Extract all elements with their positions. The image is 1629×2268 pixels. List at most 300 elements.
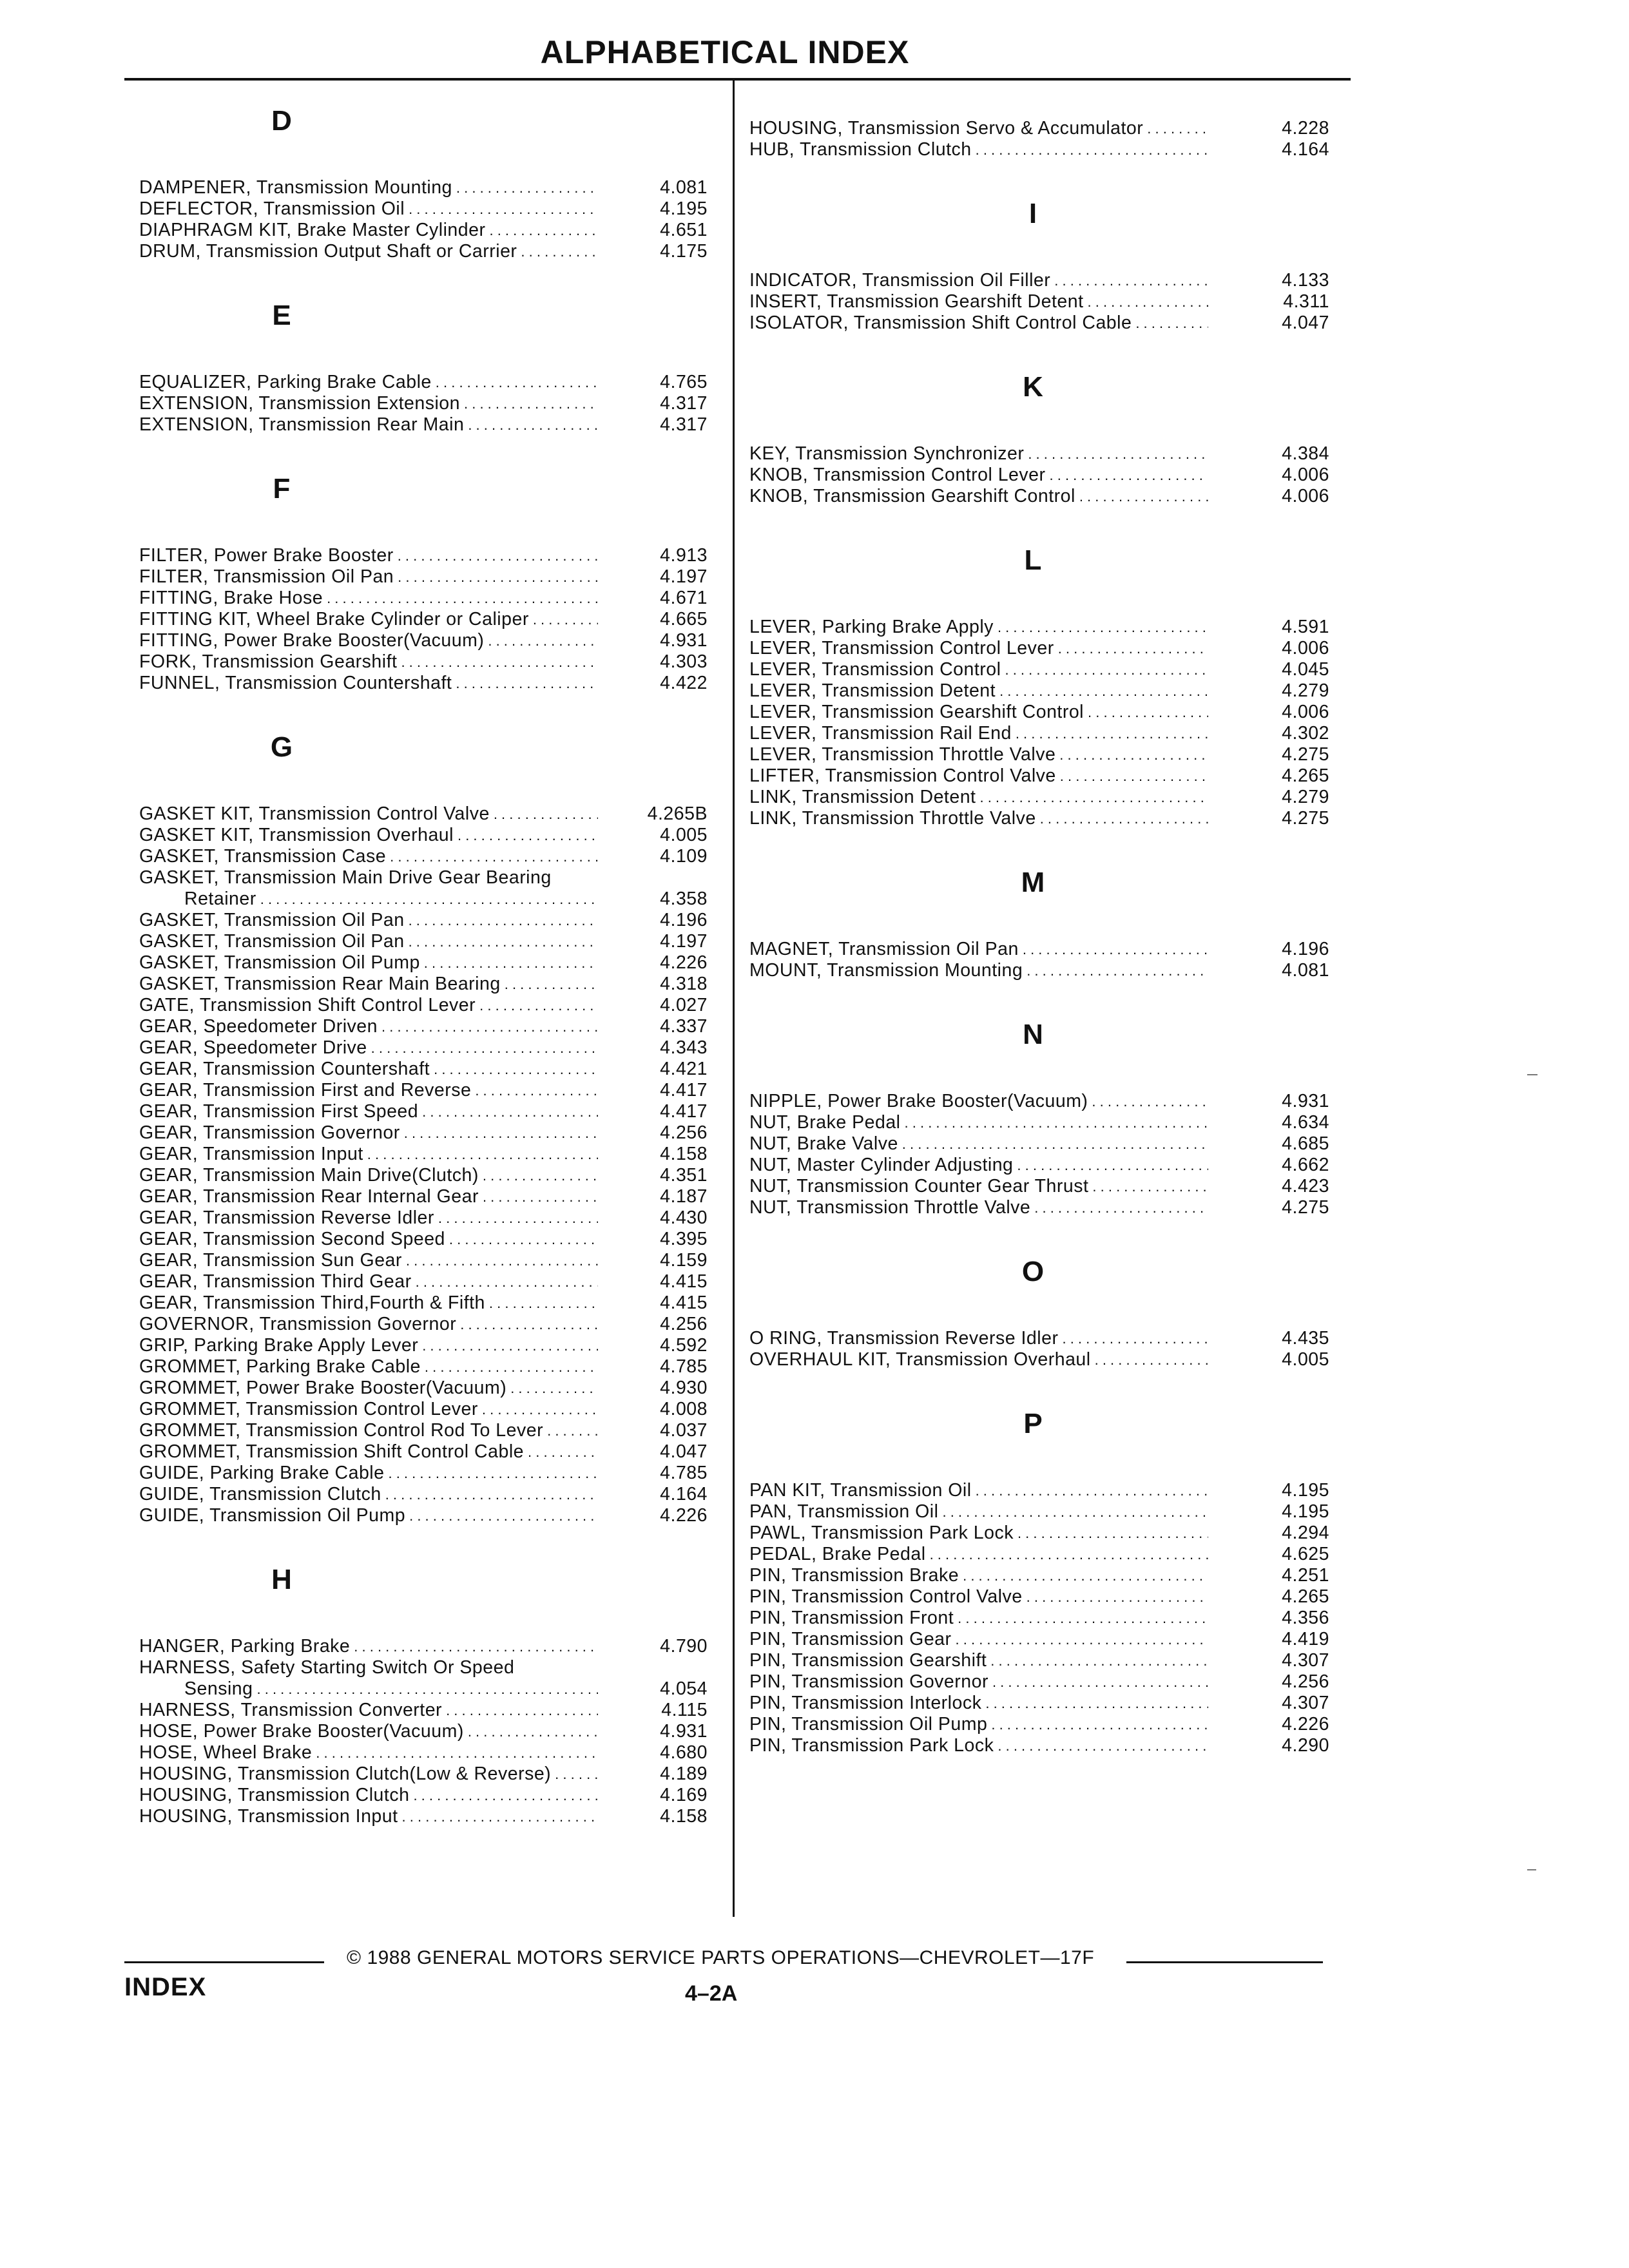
entry-name: HARNESS, Safety Starting Switch Or Speed [139,1657,515,1678]
entry-page-number: 4.337 [660,1016,708,1037]
dot-leader [529,609,598,630]
entry-name: GEAR, Transmission Reverse Idler [139,1207,434,1228]
entry-name: GASKET, Transmission Case [139,846,387,867]
entry-name: PIN, Transmission Brake [749,1565,959,1586]
dot-leader [987,1714,1208,1735]
entry-name: LEVER, Transmission Control Lever [749,638,1054,658]
index-entry [139,1505,719,1526]
entry-name: LEVER, Transmission Gearshift Control [749,702,1084,722]
index-entry [749,1608,1342,1629]
entry-page-number: 4.226 [660,1505,708,1526]
entry-name: NUT, Brake Valve [749,1133,898,1154]
index-entry [139,566,719,588]
entry-page-number: 4.423 [1282,1176,1329,1196]
entry-name: HOUSING, Transmission Input [139,1806,398,1827]
dot-leader [464,414,598,436]
entry-name: PIN, Transmission Oil Pump [749,1714,988,1735]
dot-leader [405,198,598,220]
index-entry [749,744,1342,765]
entry-page-number: 4.317 [660,393,708,414]
index-entry [139,1037,719,1059]
entry-page-number: 4.358 [660,889,708,909]
entry-name: GOVERNOR, Transmission Governor [139,1314,457,1334]
index-entry [139,1335,719,1356]
entry-name: O RING, Transmission Reverse Idler [749,1328,1059,1349]
entry-name: GASKET, Transmission Oil Pan [139,910,405,930]
entry-page-number: 4.435 [1282,1328,1329,1349]
index-section [139,466,719,707]
index-entry [139,588,719,609]
entry-list [749,270,1342,334]
section-letter: D [271,105,292,137]
entry-name: GASKET, Transmission Main Drive Gear Bearing [139,867,552,888]
dot-leader [256,889,598,910]
entry-page-number: 4.187 [660,1186,708,1207]
entry-list [749,118,1342,160]
entry-page-number: 4.930 [660,1378,708,1398]
index-entry [139,1016,719,1037]
entry-page-number: 4.931 [660,1721,708,1742]
entry-page-number: 4.109 [660,846,708,867]
entry-page-number: 4.265B [647,803,708,824]
index-entry [749,1328,1342,1349]
index-entry [139,177,719,198]
dot-leader [1143,118,1208,139]
entry-page-number: 4.790 [660,1636,708,1657]
entry-page-number: 4.592 [660,1335,708,1356]
page-title: ALPHABETICAL INDEX [540,34,910,70]
dot-leader [412,1271,598,1293]
index-entry [139,673,719,694]
index-entry [749,312,1342,334]
entry-name: DAMPENER, Transmission Mounting [139,177,452,198]
entry-page-number: 4.415 [660,1271,708,1292]
entry-page-number: 4.665 [660,609,708,629]
footer-rule-left [124,1961,324,1963]
entry-page-number: 4.685 [1282,1133,1329,1154]
entry-name: GEAR, Transmission Input [139,1144,363,1164]
index-entry [749,1176,1342,1197]
dot-leader [1023,1586,1208,1608]
dot-leader [506,1378,598,1399]
section-letter: E [272,300,291,331]
section-letter: K [1023,371,1043,403]
entry-page-number: 4.913 [660,545,708,566]
entry-name: DIAPHRAGM KIT, Brake Master Cylinder [139,220,486,240]
dot-leader [418,1335,598,1356]
entry-name: GASKET, Transmission Rear Main Bearing [139,974,501,994]
entry-page-number: 4.671 [660,588,708,608]
index-entry [139,803,719,825]
index-entry [749,1565,1342,1586]
entry-name: PIN, Transmission Gear [749,1629,952,1649]
entry-list [749,1091,1342,1218]
entry-page-number: 4.931 [1282,1091,1329,1111]
index-entry [139,1763,719,1785]
section-label: INDEX [124,1973,207,2001]
dot-leader [476,995,598,1016]
index-entry [139,1080,719,1101]
index-section [139,293,719,448]
entry-name: LEVER, Transmission Detent [749,680,996,701]
entry-page-number: 4.195 [1282,1501,1329,1522]
index-section [749,860,1342,994]
entry-name: NUT, Transmission Throttle Valve [749,1197,1031,1218]
entry-list [749,1328,1342,1370]
index-entry [139,609,719,630]
entry-name: GEAR, Speedometer Driven [139,1016,378,1037]
entry-name: GEAR, Transmission First Speed [139,1101,419,1122]
index-entry [139,1785,719,1806]
section-letter: M [1021,867,1045,898]
entry-name: LEVER, Parking Brake Apply [749,617,994,637]
dot-leader [409,1785,598,1806]
scan-speck [1527,1074,1537,1075]
index-entry [139,393,719,414]
dot-leader [952,1629,1208,1650]
entry-page-number: 4.027 [660,995,708,1015]
entry-page-number: 4.419 [1282,1629,1329,1649]
dot-leader [938,1501,1208,1523]
entry-page-number: 4.294 [1282,1523,1329,1543]
index-entry [749,1501,1342,1523]
entry-name: KEY, Transmission Synchronizer [749,443,1025,464]
entry-page-number: 4.931 [660,630,708,651]
scan-speck [1527,1869,1536,1870]
entry-name: MAGNET, Transmission Oil Pan [749,939,1019,959]
entry-name: NUT, Transmission Counter Gear Thrust [749,1176,1089,1196]
dot-leader [1075,486,1208,507]
copyright-line: © 1988 GENERAL MOTORS SERVICE PARTS OPERATIONS—CHEVROLET—17F [347,1947,1095,1968]
dot-leader [1014,1523,1208,1544]
dot-leader [312,1742,598,1763]
index-entry [139,1229,719,1250]
entry-name: GEAR, Transmission Main Drive(Clutch) [139,1165,479,1186]
dot-leader [1001,659,1208,680]
index-entry [139,1207,719,1229]
entry-name: GROMMET, Transmission Shift Control Cable [139,1441,524,1462]
entry-page-number: 4.625 [1282,1544,1329,1564]
entry-name: LEVER, Transmission Throttle Valve [749,744,1056,765]
index-entry [749,1714,1342,1735]
dot-leader [996,680,1208,702]
index-entry [749,808,1342,829]
index-entry [749,659,1342,680]
dot-leader [926,1544,1208,1565]
entry-name: DEFLECTOR, Transmission Oil [139,198,405,219]
entry-name: PIN, Transmission Governor [749,1671,988,1692]
entry-name: GASKET, Transmission Oil Pan [139,931,405,952]
dot-leader [323,588,598,609]
index-entry [139,198,719,220]
page-number: 4–2A [685,1981,738,2006]
dot-leader [981,1693,1208,1714]
dot-leader [394,545,598,566]
entry-name: ISOLATOR, Transmission Shift Control Cable [749,312,1132,333]
dot-leader [1091,1349,1208,1370]
index-entry [139,220,719,241]
dot-leader [363,1144,598,1165]
entry-list [139,545,719,694]
entry-name: GUIDE, Transmission Clutch [139,1484,381,1504]
dot-leader [972,139,1208,160]
entry-name: NUT, Master Cylinder Adjusting [749,1155,1014,1175]
index-entry [139,974,719,995]
entry-name-continued: Retainer [184,889,256,909]
section-letter: H [271,1564,292,1595]
entry-name: INSERT, Transmission Gearshift Detent [749,291,1084,312]
index-entry [749,1586,1342,1608]
index-entry [749,1544,1342,1565]
entry-name: GEAR, Speedometer Drive [139,1037,367,1058]
entry-list [139,803,719,1526]
entry-page-number: 4.006 [1282,702,1329,722]
entry-page-number: 4.680 [660,1742,708,1763]
entry-list [749,443,1342,507]
entry-page-number: 4.158 [660,1806,708,1827]
entry-name: LINK, Transmission Detent [749,787,976,807]
index-entry [749,139,1342,160]
index-entry [139,1101,719,1122]
dot-leader [1088,1176,1208,1197]
entry-page-number: 4.275 [1282,808,1329,829]
dot-leader [432,372,598,393]
index-entry [749,939,1342,960]
index-entry [139,1463,719,1484]
entry-name: GATE, Transmission Shift Control Lever [139,995,476,1015]
entry-page-number: 4.196 [660,910,708,930]
entry-page-number: 4.133 [1282,270,1329,291]
entry-name: GASKET KIT, Transmission Overhaul [139,825,454,845]
index-entry [139,372,719,393]
index-entry [139,1721,719,1742]
dot-leader [397,651,598,673]
entry-name: HOSE, Wheel Brake [139,1742,313,1763]
entry-page-number: 4.005 [660,825,708,845]
entry-page-number: 4.765 [660,372,708,392]
entry-name: EQUALIZER, Parking Brake Cable [139,372,432,392]
index-entry [139,1657,719,1700]
dot-leader [460,393,598,414]
entry-page-number: 4.275 [1282,1197,1329,1218]
entry-name: FITTING, Brake Hose [139,588,323,608]
dot-leader [1023,960,1208,981]
index-section [749,365,1342,520]
entry-page-number: 4.047 [660,1441,708,1462]
section-letter: O [1021,1256,1045,1287]
entry-page-number: 4.256 [660,1314,708,1334]
dot-leader [452,177,598,198]
index-entry [749,787,1342,808]
entry-name: GEAR, Transmission Third,Fourth & Fifth [139,1293,485,1313]
index-entry [749,1629,1342,1650]
dot-leader [901,1112,1208,1133]
entry-page-number: 4.006 [1282,486,1329,506]
entry-name: FITTING, Power Brake Booster(Vacuum) [139,630,485,651]
entry-page-number: 4.265 [1282,1586,1329,1607]
entry-page-number: 4.343 [660,1037,708,1058]
index-entry [749,960,1342,981]
entry-page-number: 4.785 [660,1463,708,1483]
index-entry [139,952,719,974]
entry-name: GROMMET, Transmission Control Lever [139,1399,478,1419]
section-letter: L [1024,544,1042,576]
dot-leader [954,1608,1208,1629]
entry-page-number: 4.415 [660,1293,708,1313]
entry-name: HANGER, Parking Brake [139,1636,351,1657]
index-section [139,99,719,275]
entry-name: HARNESS, Transmission Converter [139,1700,443,1720]
index-entry [749,291,1342,312]
entry-page-number: 4.169 [660,1785,708,1805]
entry-page-number: 4.417 [660,1080,708,1100]
index-entry [749,638,1342,659]
dot-leader [445,1229,598,1250]
dot-leader [994,617,1208,638]
entry-page-number: 4.226 [660,952,708,973]
index-entry [139,1250,719,1271]
entry-name: NIPPLE, Power Brake Booster(Vacuum) [749,1091,1088,1111]
entry-name: GROMMET, Power Brake Booster(Vacuum) [139,1378,507,1398]
dot-leader [976,787,1208,808]
section-letter: P [1023,1408,1043,1439]
dot-leader [394,566,598,588]
dot-leader [402,1250,598,1271]
index-section [749,1012,1342,1231]
entry-page-number: 4.422 [660,673,708,693]
index-entry [139,1484,719,1505]
entry-page-number: 4.279 [1282,787,1329,807]
entry-page-number: 4.081 [1282,960,1329,981]
dot-leader [1058,1328,1208,1349]
index-entry [749,1349,1342,1370]
entry-page-number: 4.417 [660,1101,708,1122]
entry-page-number: 4.164 [660,1484,708,1504]
entry-page-number: 4.421 [660,1059,708,1079]
dot-leader [479,1165,598,1186]
section-letter: F [273,473,291,505]
index-entry [749,118,1342,139]
entry-name: PIN, Transmission Control Valve [749,1586,1023,1607]
entry-list [139,177,719,262]
entry-name: GEAR, Transmission Rear Internal Gear [139,1186,479,1207]
entry-list [139,372,719,436]
dot-leader [381,1484,598,1505]
entry-name: OVERHAUL KIT, Transmission Overhaul [749,1349,1091,1370]
index-section [749,191,1342,347]
entry-name: FILTER, Power Brake Booster [139,545,394,566]
index-entry [139,545,719,566]
entry-page-number: 4.228 [1282,118,1329,139]
index-entry [749,1197,1342,1218]
entry-page-number: 4.006 [1282,638,1329,658]
dot-leader [400,1122,598,1144]
entry-page-number: 4.275 [1282,744,1329,765]
index-entry [749,1155,1342,1176]
entry-page-number: 4.303 [660,651,708,672]
index-entry [139,1293,719,1314]
dot-leader [478,1399,598,1420]
dot-leader [454,825,598,846]
entry-page-number: 4.351 [660,1165,708,1186]
dot-leader [1036,808,1208,829]
entry-name: MOUNT, Transmission Mounting [749,960,1023,981]
dot-leader [1030,1197,1208,1218]
index-entry [139,1806,719,1827]
index-entry [139,414,719,436]
entry-page-number: 4.047 [1282,312,1329,333]
dot-leader [484,630,598,651]
entry-page-number: 4.005 [1282,1349,1329,1370]
index-entry [139,1420,719,1441]
index-entry [139,1059,719,1080]
entry-name: GUIDE, Transmission Oil Pump [139,1505,406,1526]
index-entry [139,1399,719,1420]
dot-leader [471,1080,598,1101]
entry-page-number: 4.356 [1282,1608,1329,1628]
index-section [749,538,1342,842]
entry-page-number: 4.197 [660,931,708,952]
entry-page-number: 4.651 [660,220,708,240]
index-entry [749,1133,1342,1155]
dot-leader [253,1678,599,1700]
index-entry [749,1693,1342,1714]
index-entry [749,1480,1342,1501]
entry-name: PAN, Transmission Oil [749,1501,939,1522]
entry-page-number: 4.164 [1282,139,1329,160]
entry-name: EXTENSION, Transmission Rear Main [139,414,465,435]
section-letter: I [1028,198,1037,229]
entry-name: INDICATOR, Transmission Oil Filler [749,270,1051,291]
entry-page-number: 4.307 [1282,1693,1329,1713]
entry-name: HOUSING, Transmission Clutch(Low & Reverse) [139,1763,552,1784]
index-entry [139,1186,719,1207]
dot-leader [1046,465,1209,486]
entry-name: GEAR, Transmission Third Gear [139,1271,412,1292]
footer-rule-right [1126,1961,1323,1963]
entry-page-number: 4.256 [660,1122,708,1143]
entry-page-number: 4.307 [1282,1650,1329,1671]
entry-name: GRIP, Parking Brake Apply Lever [139,1335,419,1356]
dot-leader [1050,270,1208,291]
dot-leader [405,931,598,952]
column-divider [733,81,735,1917]
entry-page-number: 4.279 [1282,680,1329,701]
dot-leader [994,1735,1208,1756]
entry-page-number: 4.591 [1282,617,1329,637]
entry-name: PIN, Transmission Front [749,1608,954,1628]
dot-leader [898,1133,1208,1155]
dot-leader [350,1636,598,1657]
dot-leader [479,1186,598,1207]
index-entry [749,1091,1342,1112]
dot-leader [1084,291,1209,312]
entry-page-number: 4.045 [1282,659,1329,680]
dot-leader [517,241,598,262]
entry-list [749,939,1342,981]
dot-leader [1132,312,1208,334]
entry-name: GROMMET, Transmission Control Rod To Lever [139,1420,544,1441]
entry-page-number: 4.395 [660,1229,708,1249]
entry-list [749,1480,1342,1756]
entry-page-number: 4.158 [660,1144,708,1164]
dot-leader [1024,443,1208,465]
entry-page-number: 4.175 [660,241,708,262]
entry-page-number: 4.302 [1282,723,1329,744]
index-entry [749,702,1342,723]
dot-leader [485,1293,598,1314]
dot-leader [405,910,598,931]
